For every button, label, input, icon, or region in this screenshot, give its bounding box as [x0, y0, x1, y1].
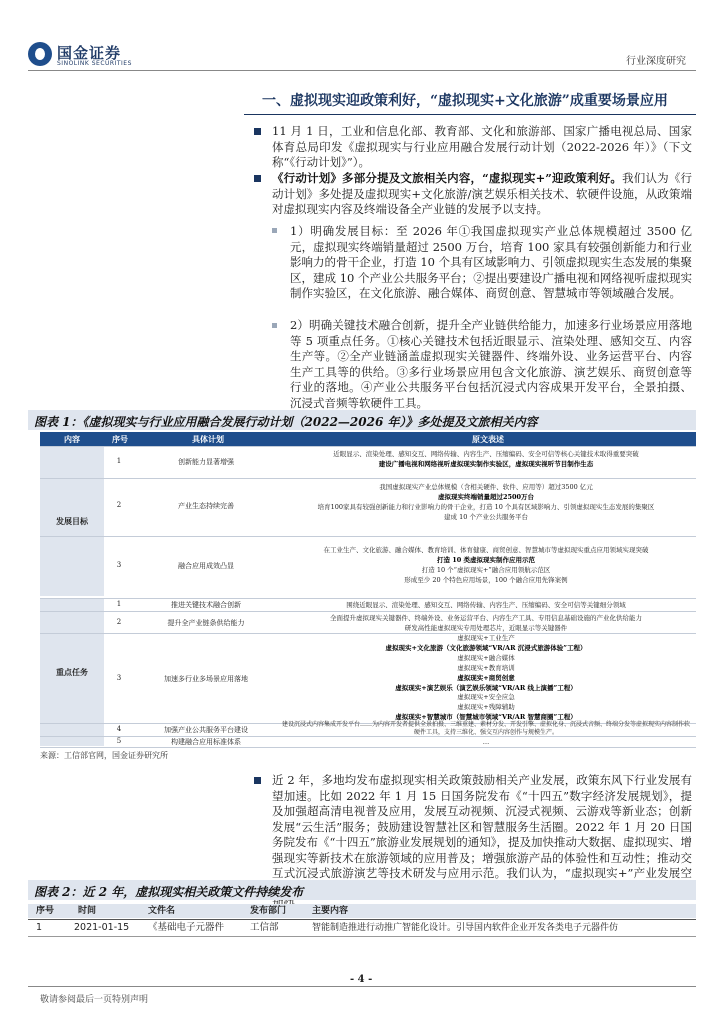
list-item: 虚拟现实+演艺娱乐（演艺娱乐领域“VR/AR 线上演播”工程）	[395, 683, 577, 692]
col-date: 时间	[78, 906, 97, 916]
logo-icon	[28, 42, 52, 66]
list-item: 虚拟现实+智慧城市（智慧城市领域“VR/AR 智慧商圈”工程）	[395, 713, 577, 722]
row-desc-line: 近眼显示、渲染处理、感知交互、网络传输、内容生产、压缩编码、安全可信等核心关键技术取得重要突破	[333, 450, 639, 458]
table-header-text: 原文表述	[280, 432, 696, 446]
paragraph-5: 近 2 年，多地均发布虚拟现实相关政策鼓励相关产业发展，政策东风下行业发展有望加速。比如 2022 年 1 月 15 日国务院发布《“十四五”数字经济发展规划》，提及加强超高清电视普及应用，发展互动视频、沉浸式视频、云游戏等新业态；创新发展“云生活”服务；鼓励建设智慧社区和智慧服务生活圈。2022 年 1 月 20 日国务院发布《“十四五”旅游业发展规划的通知》，提及加快推动大数据、虚拟现实、增强现实等新技术在旅游领域的应用普及；增强旅游产品的体验性和互动性；推动交互式沉浸式旅游演艺等技术研发与应用示范。我们认为，“虚拟现实+”产业发展空	[272, 773, 693, 880]
logo-name: 国金证券	[57, 44, 122, 62]
paragraph-2-lead: 《行动计划》多部分提及文旅相关内容，“虚拟现实+”迎政策利好。	[272, 171, 623, 185]
row-desc-line: 在工业生产、文化旅游、融合媒体、教育培训、体育健康、商贸创意、智慧城市等虚拟现实重点应用领域实现突破	[323, 546, 649, 554]
row-desc	[280, 482, 692, 522]
row-desc: …	[482, 738, 490, 746]
row-number: 2	[116, 618, 122, 626]
header-divider	[28, 70, 696, 71]
row-desc: 建设沉浸式内容集成开发平台……为内容开发者提供全景拍摄、三维重建、素材分发、开发引擎、虚拟化身、沉浸式音频、终端分发等虚拟现实内容制作软硬件工具，支持三维化、强交互内容创作与规模生产。	[281, 721, 690, 736]
page-number: - 4 -	[350, 974, 373, 985]
list-item: 虚拟现实+教育培训	[457, 663, 515, 672]
table-row	[40, 598, 696, 612]
figure-1-title: 图表 1：《虚拟现实与行业应用融合发展行动计划（2022—2026 年）》多处提及文旅相关内容	[34, 415, 538, 429]
row-file: 《基础电子元器件	[148, 922, 225, 933]
table-row	[40, 611, 696, 634]
row-desc-line: 打造 10 个“虚拟现实+”融合应用领航示范区	[421, 566, 551, 574]
table-row	[28, 920, 696, 936]
paragraph-4: 2）明确关键技术融合创新，提升全产业链供给能力，加速多行业场景应用落地等 5 项重点任务。①核心关键技术包括近眼显示、渲染处理、感知交互、内容生产等。②全产业链涵盖虚拟现实关键器件、终端外设、业务运营平台、内容生产工具等的供给。③多行业场景应用包含文化旅游、演艺娱乐、商贸创意等行业的落地。④产业公共服务平台包括沉浸式内容成果开发平台，全景拍摄、沉浸式音频等软硬件工具。	[290, 318, 692, 410]
row-number: 4	[116, 725, 122, 733]
figure-2-title: 图表 2：近 2 年，虚拟现实相关政策文件持续发布	[34, 885, 304, 899]
row-desc-line: 研发高性能虚拟现实专用处理芯片，近眼显示等关键器件	[404, 624, 568, 632]
row-number: 3	[116, 674, 122, 682]
section-divider	[244, 114, 696, 115]
row-task: 提升全产业链条供给能力	[167, 619, 245, 627]
row-dept: 工信部	[250, 922, 279, 933]
col-number: 序号	[36, 906, 55, 916]
list-item: 虚拟现实+安全应急	[457, 693, 515, 702]
sub-bullet-icon	[272, 228, 277, 233]
paragraph-3: 1）明确发展目标：至 2026 年①我国虚拟现实产业总体规模超过 3500 亿元，虚拟现实终端销量超过 2500 万台，培育 100 家具有较强创新能力和行业影响力的骨干企业，打造 10 个具有区域影响力、引领虚拟现实生态发展的集聚区，建成 10 个产业公共服务平台；②提出要建设广播电视和网络视听虚拟现实制作实验区，在文化旅游、融合媒体、商贸创意、智慧城市等领域融合发展。	[290, 224, 692, 300]
col-file: 文件名	[148, 906, 176, 916]
row-number: 5	[116, 737, 122, 745]
list-item: 虚拟现实+商贸创意	[457, 673, 515, 682]
row-task: 构建融合应用标准体系	[171, 738, 241, 746]
bullet-square-icon	[254, 777, 261, 784]
row-number: 1	[36, 922, 43, 933]
row-number: 1	[116, 600, 122, 608]
category-goals: 发展目标	[40, 446, 104, 596]
row-desc-line: 建成 10 个产业公共服务平台	[444, 513, 528, 521]
table-header-content: 内容	[40, 432, 104, 446]
table-row	[40, 736, 696, 748]
row-number: 1	[116, 457, 122, 465]
row-desc-line: 形成至少 20 个特色应用场景，100 个融合应用先锋案例	[404, 576, 568, 584]
row-desc: 围绕近眼显示、渲染处理、感知交互、网络传输、内容生产、压缩编码、安全可信等关键细分领域	[346, 601, 626, 609]
table-row	[40, 446, 696, 479]
list-item: 虚拟现实+融合媒体	[457, 653, 515, 662]
row-desc	[280, 545, 692, 585]
row-task: 加强产业公共服务平台建设	[164, 726, 248, 734]
table-header-number: 序号	[104, 432, 136, 446]
footer-disclaimer: 敬请参阅最后一页特别声明	[40, 995, 149, 1005]
row-date: 2021-01-15	[74, 922, 130, 933]
row-number: 3	[116, 561, 122, 569]
row-task: 加速多行业多场景应用落地	[164, 675, 248, 683]
row-desc-bold: 虚拟现实终端销量超过2500万台	[437, 493, 535, 501]
list-item: 虚拟现实+残障辅助	[457, 703, 515, 712]
row-desc-line: 我国虚拟现实产业总体规模（含相关硬件、软件、应用等）超过3500 亿元	[379, 483, 593, 491]
figure-2-header	[28, 904, 696, 918]
row-number: 2	[116, 501, 122, 509]
row-desc-bold: 建设广播电视和网络视听虚拟现实制作实验区，虚拟现实视听节目制作生态	[378, 460, 594, 468]
row-task: 融合应用成效凸显	[178, 562, 234, 570]
row-desc	[280, 613, 692, 633]
list-item: 虚拟现实+文化旅游（文化旅游领域“VR/AR 沉浸式旅游体验”工程）	[385, 643, 587, 652]
table-row	[40, 723, 696, 737]
section-title: 一、虚拟现实迎政策利好，“虚拟现实+文化旅游”成重要场景应用	[262, 93, 668, 109]
table-row	[40, 478, 696, 537]
footer-divider	[28, 986, 696, 987]
table-row	[40, 536, 696, 597]
table-divider	[28, 936, 696, 937]
col-content: 主要内容	[312, 906, 349, 916]
row-desc-line: 全面提升虚拟现实关键器件、终端外设、业务运营平台、内容生产工具、专用信息基础设施的产业化供给能力	[330, 614, 642, 622]
row-task: 产业生态持续完善	[178, 502, 234, 510]
bullet-square-icon	[254, 128, 261, 135]
col-dept: 发布部门	[250, 906, 287, 916]
row-task: 创新能力显著增强	[178, 458, 234, 466]
row-content: 智能制造推进行动推广智能化设计。引导国内软件企业开发各类电子元器件仿	[312, 923, 619, 933]
row-desc-line: 培育100家具有较强创新能力和行业影响力的骨干企业，打造 10 个具有区域影响力、引领虚拟现实生态发展的集聚区	[317, 503, 655, 511]
logo-english: SINOLINK SECURITIES	[57, 60, 132, 67]
row-desc-list	[280, 634, 692, 723]
row-desc	[280, 449, 692, 469]
report-type: 行业深度研究	[626, 56, 686, 67]
category-tasks: 重点任务	[40, 598, 104, 746]
sub-bullet-icon	[272, 323, 277, 328]
row-task: 推进关键技术融合创新	[171, 601, 241, 609]
figure-1-table	[40, 432, 696, 746]
paragraph-1: 11 月 1 日，工业和信息化部、教育部、文化和旅游部、国家广播电视总局、国家体育总局印发《虚拟现实与行业应用融合发展行动计划（2022-2026 年）》（下文称“《行动计划》”）。	[272, 124, 692, 169]
paragraph-2-body: 我们认为《行动计划》多处提及虚拟现实+文化旅游/演艺娱乐相关技术、软硬件设施，从政策端对虚拟现实内容及终端设备全产业链的发展予以支持。	[272, 171, 692, 216]
table-header-plan: 具体计划	[136, 432, 280, 446]
figure-1-source: 来源：工信部官网，国金证券研究所	[40, 751, 168, 760]
list-item: 虚拟现实+工业生产	[457, 634, 515, 642]
paragraph-2	[272, 171, 692, 218]
row-desc-bold: 打造 10 类虚拟现实制作应用示范	[436, 556, 536, 564]
bullet-square-icon	[254, 175, 261, 182]
table-row	[40, 633, 696, 724]
